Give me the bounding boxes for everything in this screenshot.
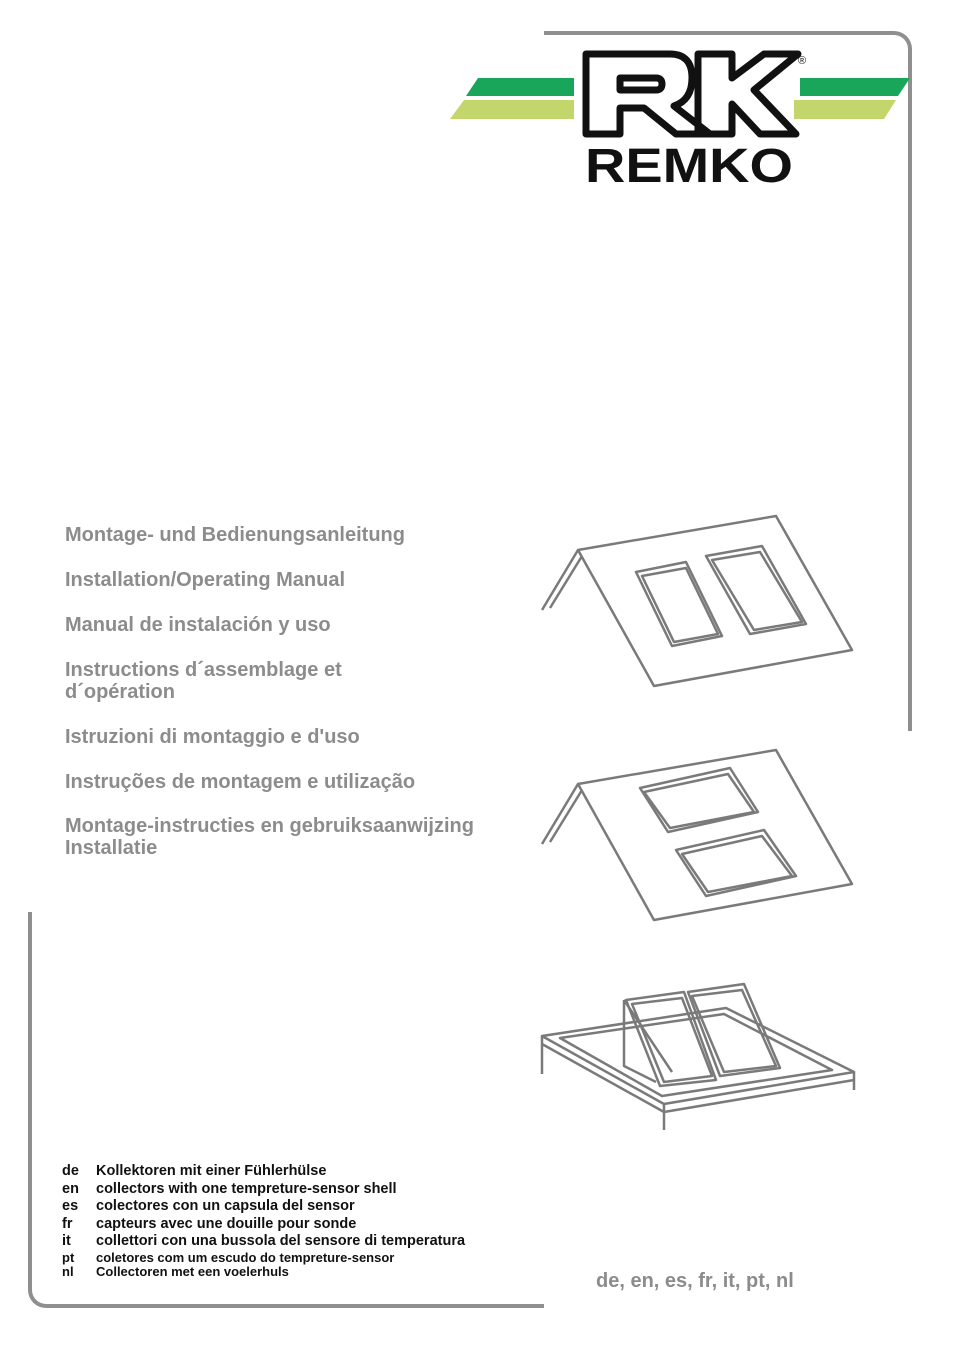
language-descriptions [62, 1163, 532, 1280]
language-row-de [62, 1163, 532, 1181]
language-code: de [62, 1163, 79, 1179]
title-nl-line2: Installatie [65, 837, 158, 859]
language-code: es [62, 1198, 79, 1214]
brand-name: REMKO [585, 140, 793, 188]
language-codes-summary: de, en, es, fr, it, pt, nl [596, 1270, 794, 1292]
language-row-nl [62, 1265, 532, 1280]
language-row-it [62, 1233, 532, 1251]
title-nl-line1: Montage-instructies en gebruiksaanwijzing [65, 815, 474, 837]
title-pt: Instruções de montagem e utilização [65, 771, 416, 793]
language-row-fr [62, 1216, 532, 1234]
language-text: Collectoren met een voelerhuls [96, 1264, 289, 1279]
language-code: pt [62, 1249, 75, 1265]
language-text: collectors with one tempreture-sensor shell [96, 1180, 397, 1197]
language-row-es [62, 1198, 532, 1216]
illustration-roof-stacked [536, 744, 860, 926]
registered-mark: ® [798, 55, 807, 67]
illustration-flat-roof [536, 978, 860, 1134]
language-code: en [62, 1180, 79, 1197]
title-fr-line2: d´opération [65, 681, 175, 703]
language-code: it [62, 1233, 71, 1249]
language-row-en [62, 1181, 532, 1199]
remko-logo [448, 48, 914, 188]
language-text: colectores con un capsula del sensor [96, 1198, 355, 1214]
title-de: Montage- und Bedienungsanleitung [65, 524, 405, 546]
language-row-pt [62, 1251, 532, 1266]
language-text: coletores com um escudo do tempreture-sensor [96, 1249, 395, 1265]
language-text: collettori con una bussola del sensore di temperatura [96, 1233, 466, 1249]
manual-titles [65, 524, 535, 859]
title-en: Installation/Operating Manual [65, 569, 346, 591]
illustration-roof-side-by-side [536, 510, 860, 694]
language-code: nl [62, 1264, 74, 1279]
language-code: fr [62, 1215, 73, 1232]
language-text: capteurs avec une douille pour sonde [96, 1215, 357, 1232]
language-text: Kollektoren mit einer Fühlerhülse [96, 1163, 327, 1179]
title-fr-line1: Instructions d´assemblage et [65, 659, 342, 681]
title-es: Manual de instalación y uso [65, 614, 331, 636]
title-it: Istruzioni di montaggio e d'uso [65, 726, 360, 748]
